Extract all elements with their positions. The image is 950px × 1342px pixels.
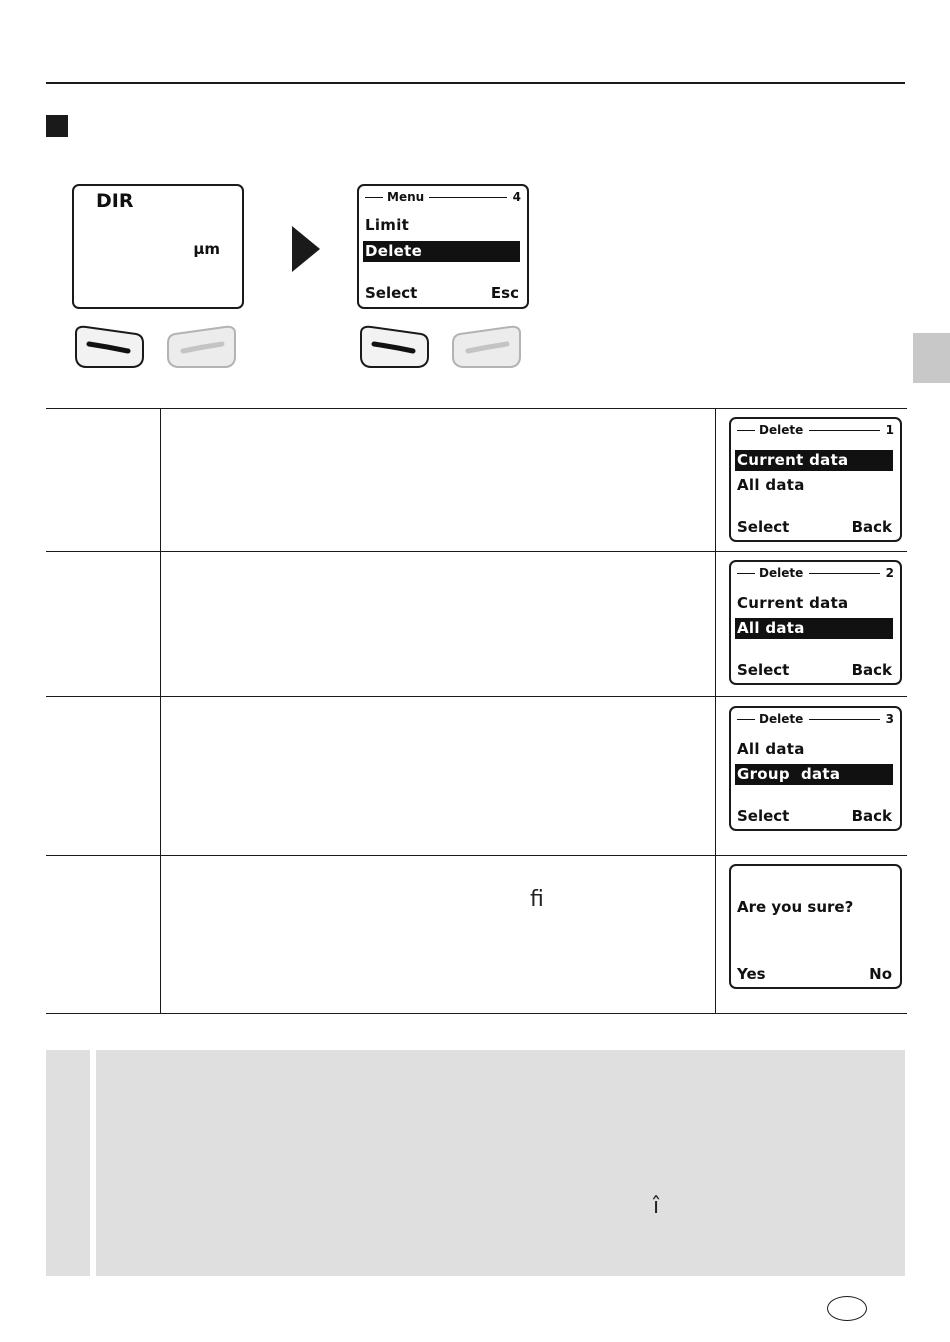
delete-screen-1 [729, 417, 902, 542]
left-softkey-button-icon[interactable] [72, 325, 144, 368]
softkey-no-label: No [869, 965, 892, 983]
screen-number: 3 [885, 712, 894, 726]
menu-item-all-data[interactable]: All data [737, 476, 805, 494]
menu-item-current-data[interactable]: Current data [735, 450, 893, 471]
screen-number: 1 [885, 423, 894, 437]
softkey-right-label: Back [851, 807, 892, 825]
table-rule [46, 551, 907, 552]
menu-item-delete[interactable]: Delete [363, 241, 520, 262]
top-rule [46, 82, 905, 84]
menu-screen [357, 184, 529, 309]
screen-number: 2 [885, 566, 894, 580]
right-softkey-button-icon[interactable] [452, 325, 524, 368]
mode-label: DIR [96, 190, 134, 212]
screen-title: Delete [759, 712, 804, 726]
delete-screen-3 [729, 706, 902, 831]
confirm-prompt: Are you sure? [737, 898, 854, 916]
right-softkey-button-icon[interactable] [167, 325, 239, 368]
softkey-right-label: Back [851, 518, 892, 536]
table-column-divider [715, 408, 716, 1013]
menu-item-current-data[interactable]: Current data [737, 594, 849, 612]
symbol-glyph: ﬁ [530, 887, 544, 912]
table-rule [46, 696, 907, 697]
softkey-left-label: Select [737, 807, 790, 825]
table-column-divider [160, 408, 161, 1013]
left-softkey-button-icon[interactable] [357, 325, 429, 368]
softkey-yes-label: Yes [737, 965, 766, 983]
softkey-left-label: Select [737, 661, 790, 679]
menu-item-all-data[interactable]: All data [737, 740, 805, 758]
confirm-screen [729, 864, 902, 989]
section-square-icon [46, 115, 68, 137]
symbol-glyph: î [653, 1194, 660, 1219]
menu-item-all-data[interactable]: All data [735, 618, 893, 639]
measurement-screen [72, 184, 244, 309]
table-rule [46, 408, 907, 409]
menu-item-group-data[interactable]: Group data [735, 764, 893, 785]
screen-title: Delete [759, 423, 804, 437]
menu-item-limit[interactable]: Limit [365, 216, 410, 234]
menu-title: Menu [387, 190, 425, 204]
unit-label: µm [193, 240, 220, 258]
note-box [46, 1050, 905, 1276]
screen-title: Delete [759, 566, 804, 580]
softkey-left-label: Select [737, 518, 790, 536]
note-separator [90, 1050, 96, 1276]
menu-number: 4 [512, 190, 521, 204]
menu-title-row [365, 190, 521, 204]
table-rule [46, 855, 907, 856]
table-rule [46, 1013, 907, 1014]
chapter-tab [913, 333, 950, 383]
softkey-right-label: Back [851, 661, 892, 679]
triangle-right-icon [292, 226, 320, 272]
language-oval-icon [827, 1296, 867, 1321]
softkey-right-label: Esc [490, 284, 519, 302]
softkey-left-label: Select [365, 284, 418, 302]
delete-screen-2 [729, 560, 902, 685]
